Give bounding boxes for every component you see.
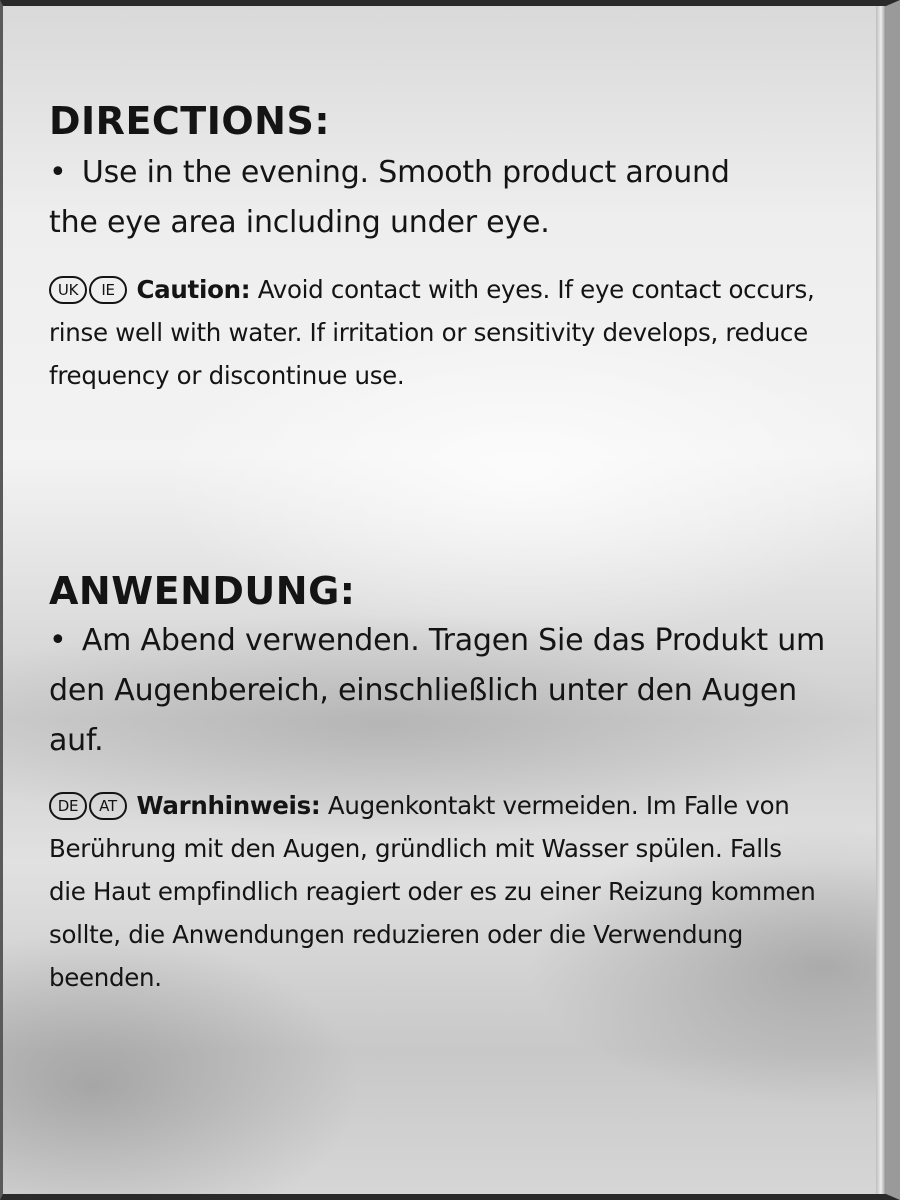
bullet: • xyxy=(49,155,67,190)
country-badge-de: DE xyxy=(49,792,87,820)
bullet: • xyxy=(49,623,67,658)
warnhinweis-label: Warnhinweis: xyxy=(136,791,321,820)
country-badge-at: AT xyxy=(89,792,127,820)
caution-body: Avoid contact with eyes. If eye contact occurs, rinse well with water. If irritation or sensitivity develops, reduce frequency or discontinue use. xyxy=(49,275,815,390)
caution-label: Caution: xyxy=(136,275,251,304)
anwendung-heading: ANWENDUNG: xyxy=(49,569,356,613)
section-german xyxy=(49,568,854,999)
caution-text xyxy=(49,268,854,397)
warnhinweis-text xyxy=(49,784,819,999)
section-english xyxy=(49,98,854,397)
directions-body: Use in the evening. Smooth product around the eye area including under eye. xyxy=(49,155,730,240)
anwendung-body: Am Abend verwenden. Tragen Sie das Produkt um den Augenbereich, einschließlich unter den Augen auf. xyxy=(49,623,826,758)
country-badge-ie: IE xyxy=(89,276,127,304)
anwendung-text xyxy=(49,616,839,766)
directions-heading: DIRECTIONS: xyxy=(49,99,331,143)
directions-text xyxy=(49,148,749,248)
warnhinweis-body: Augenkontakt vermeiden. Im Falle von Berührung mit den Augen, gründlich mit Wasser spülen. Falls die Haut empfindlich reagiert oder es zu einer Reizung kommen sollte, die Anwendungen reduzieren oder die Verwendung beenden. xyxy=(49,791,816,992)
country-badge-uk: UK xyxy=(49,276,87,304)
